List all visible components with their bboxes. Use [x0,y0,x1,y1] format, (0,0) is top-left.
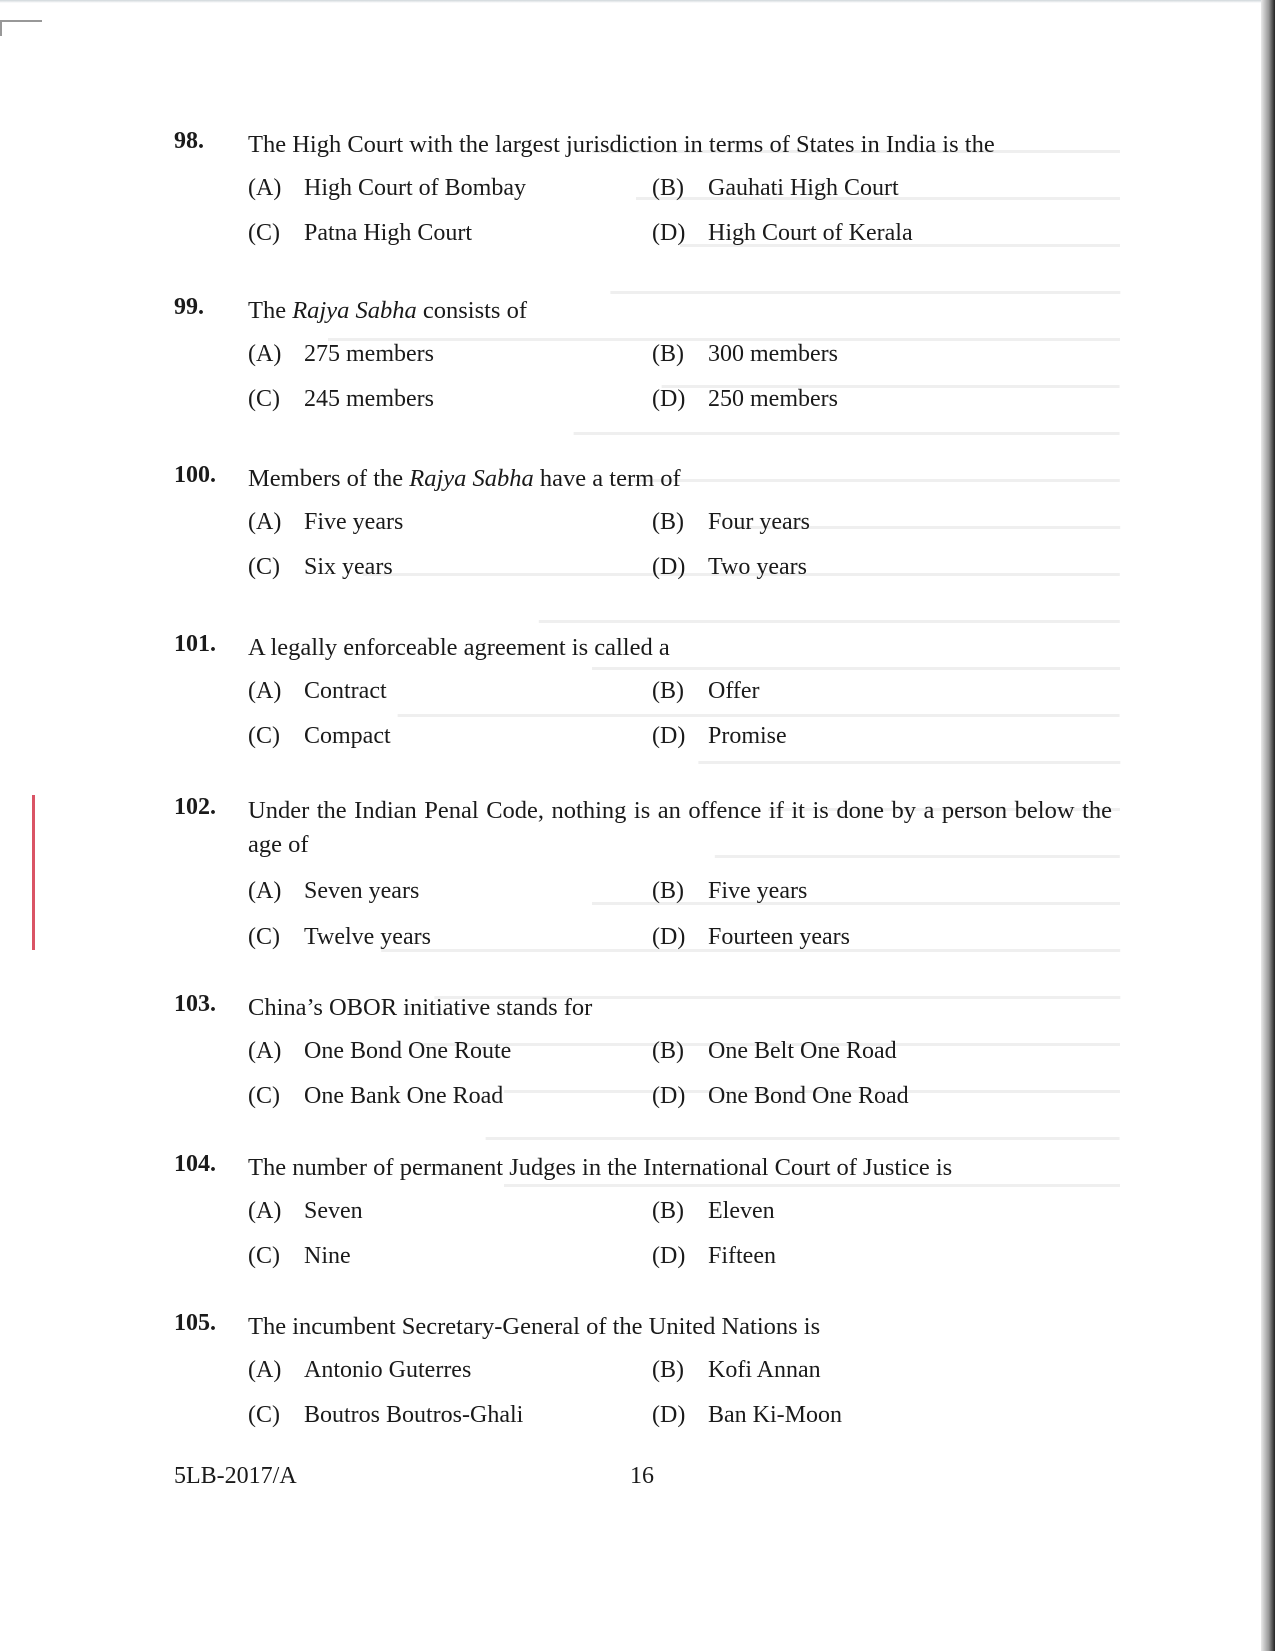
option-label: (B) [652,1198,684,1224]
option-text: Nine [304,1243,351,1269]
option-label: (D) [652,386,686,412]
option-label: (D) [652,554,686,580]
option-label: (C) [248,1243,280,1269]
option-text: One Bank One Road [304,1083,504,1109]
option-label: (A) [248,678,282,704]
option-text: Four years [708,509,810,535]
question-number: 103. [174,991,216,1017]
question-number: 102. [174,794,216,820]
question-text-part: consists of [416,297,527,324]
question-number: 99. [174,294,204,320]
option-c [248,1243,351,1270]
option-text: Fourteen years [708,924,850,950]
option-label: (A) [248,1357,282,1383]
option-c [248,220,472,247]
option-a [248,175,526,202]
option-label: (A) [248,175,282,201]
option-text: Fifteen [708,1243,776,1269]
scan-top-edge [0,0,1261,3]
option-a [248,678,387,705]
option-c [248,1083,503,1110]
option-text: Eleven [708,1198,775,1224]
option-d [652,924,850,951]
option-label: (D) [652,1243,686,1269]
option-d [652,554,807,581]
question-text-part: Members of the [248,465,410,492]
option-a [248,1357,471,1384]
corner-mark [0,20,42,36]
option-b [652,678,760,705]
option-d [652,1402,842,1429]
option-text: High Court of Bombay [304,175,526,201]
option-a [248,1198,363,1225]
option-text: Offer [708,678,760,704]
option-text: 275 members [304,341,434,367]
scan-right-edge [1261,0,1275,1651]
option-label: (D) [652,924,686,950]
option-label: (A) [248,341,282,367]
question-number: 98. [174,128,204,154]
option-label: (B) [652,878,684,904]
option-label: (A) [248,1198,282,1224]
option-text: One Bond One Road [708,1083,909,1109]
question-text: Under the Indian Penal Code, nothing is an offence if it is done by a person below the age of [248,797,1112,858]
question-number: 104. [174,1151,216,1177]
option-text: Seven years [304,878,420,904]
option-label: (D) [652,1402,686,1428]
question-text: The High Court with the largest jurisdiction in terms of States in India is the [248,131,995,158]
question-text: A legally enforceable agreement is called a [248,634,670,661]
question-number: 101. [174,631,216,657]
option-c [248,386,434,413]
option-d [652,1083,909,1110]
option-label: (C) [248,554,280,580]
option-text: One Bond One Route [304,1038,512,1064]
option-label: (A) [248,1038,282,1064]
option-text: Five years [708,878,808,904]
option-label: (C) [248,723,280,749]
option-a [248,878,419,905]
option-label: (C) [248,386,280,412]
option-text: High Court of Kerala [708,220,913,246]
question-text-emphasis: Rajya Sabha [292,297,417,324]
option-text: Five years [304,509,404,535]
option-text: One Belt One Road [708,1038,897,1064]
question-text [248,294,1112,328]
option-c [248,1402,523,1429]
option-label: (D) [652,220,686,246]
option-text: Six years [304,554,393,580]
option-text: Seven [304,1198,363,1224]
option-d [652,723,787,750]
option-b [652,175,899,202]
option-label: (B) [652,341,684,367]
option-text: 250 members [708,386,838,412]
option-label: (C) [248,924,280,950]
option-label: (B) [652,509,684,535]
option-label: (C) [248,1083,280,1109]
option-label: (B) [652,678,684,704]
option-text: Antonio Guterres [304,1357,472,1383]
margin-red-mark [32,795,35,950]
option-text: Twelve years [304,924,431,950]
question-number: 100. [174,462,216,488]
question-text-part: The [248,297,293,324]
option-b [652,1198,775,1225]
option-text: Boutros Boutros-Ghali [304,1402,524,1428]
question-text-part: have a term of [533,465,681,492]
option-label: (A) [248,509,282,535]
option-text: Compact [304,723,391,749]
booklet-code: 5LB-2017/A [174,1463,297,1489]
question-text-emphasis: Rajya Sabha [409,465,534,492]
option-a [248,509,403,536]
option-c [248,554,393,581]
option-a [248,1038,511,1065]
option-label: (C) [248,220,280,246]
option-text: Kofi Annan [708,1357,821,1383]
option-label: (B) [652,1357,684,1383]
option-c [248,924,431,951]
question-text: The number of permanent Judges in the International Court of Justice is [248,1154,953,1181]
option-b [652,1357,821,1384]
option-text: Patna High Court [304,220,472,246]
option-d [652,1243,776,1270]
option-text: Gauhati High Court [708,175,899,201]
option-d [652,220,913,247]
option-text: Contract [304,678,387,704]
option-a [248,341,434,368]
option-b [652,509,810,536]
option-b [652,1038,897,1065]
option-label: (B) [652,1038,684,1064]
option-c [248,723,391,750]
option-d [652,386,838,413]
option-text: Promise [708,723,787,749]
option-text: 245 members [304,386,434,412]
option-b [652,341,838,368]
option-text: Two years [708,554,807,580]
option-text: Ban Ki-Moon [708,1402,842,1428]
page-number: 16 [630,1463,654,1489]
option-label: (D) [652,723,686,749]
question-text: The incumbent Secretary-General of the United Nations is [248,1313,821,1340]
option-text: 300 members [708,341,838,367]
option-label: (B) [652,175,684,201]
question-text [248,462,1112,496]
question-text: China’s OBOR initiative stands for [248,994,593,1021]
option-label: (D) [652,1083,686,1109]
option-label: (C) [248,1402,280,1428]
question-number: 105. [174,1310,216,1336]
option-b [652,878,807,905]
option-label: (A) [248,878,282,904]
